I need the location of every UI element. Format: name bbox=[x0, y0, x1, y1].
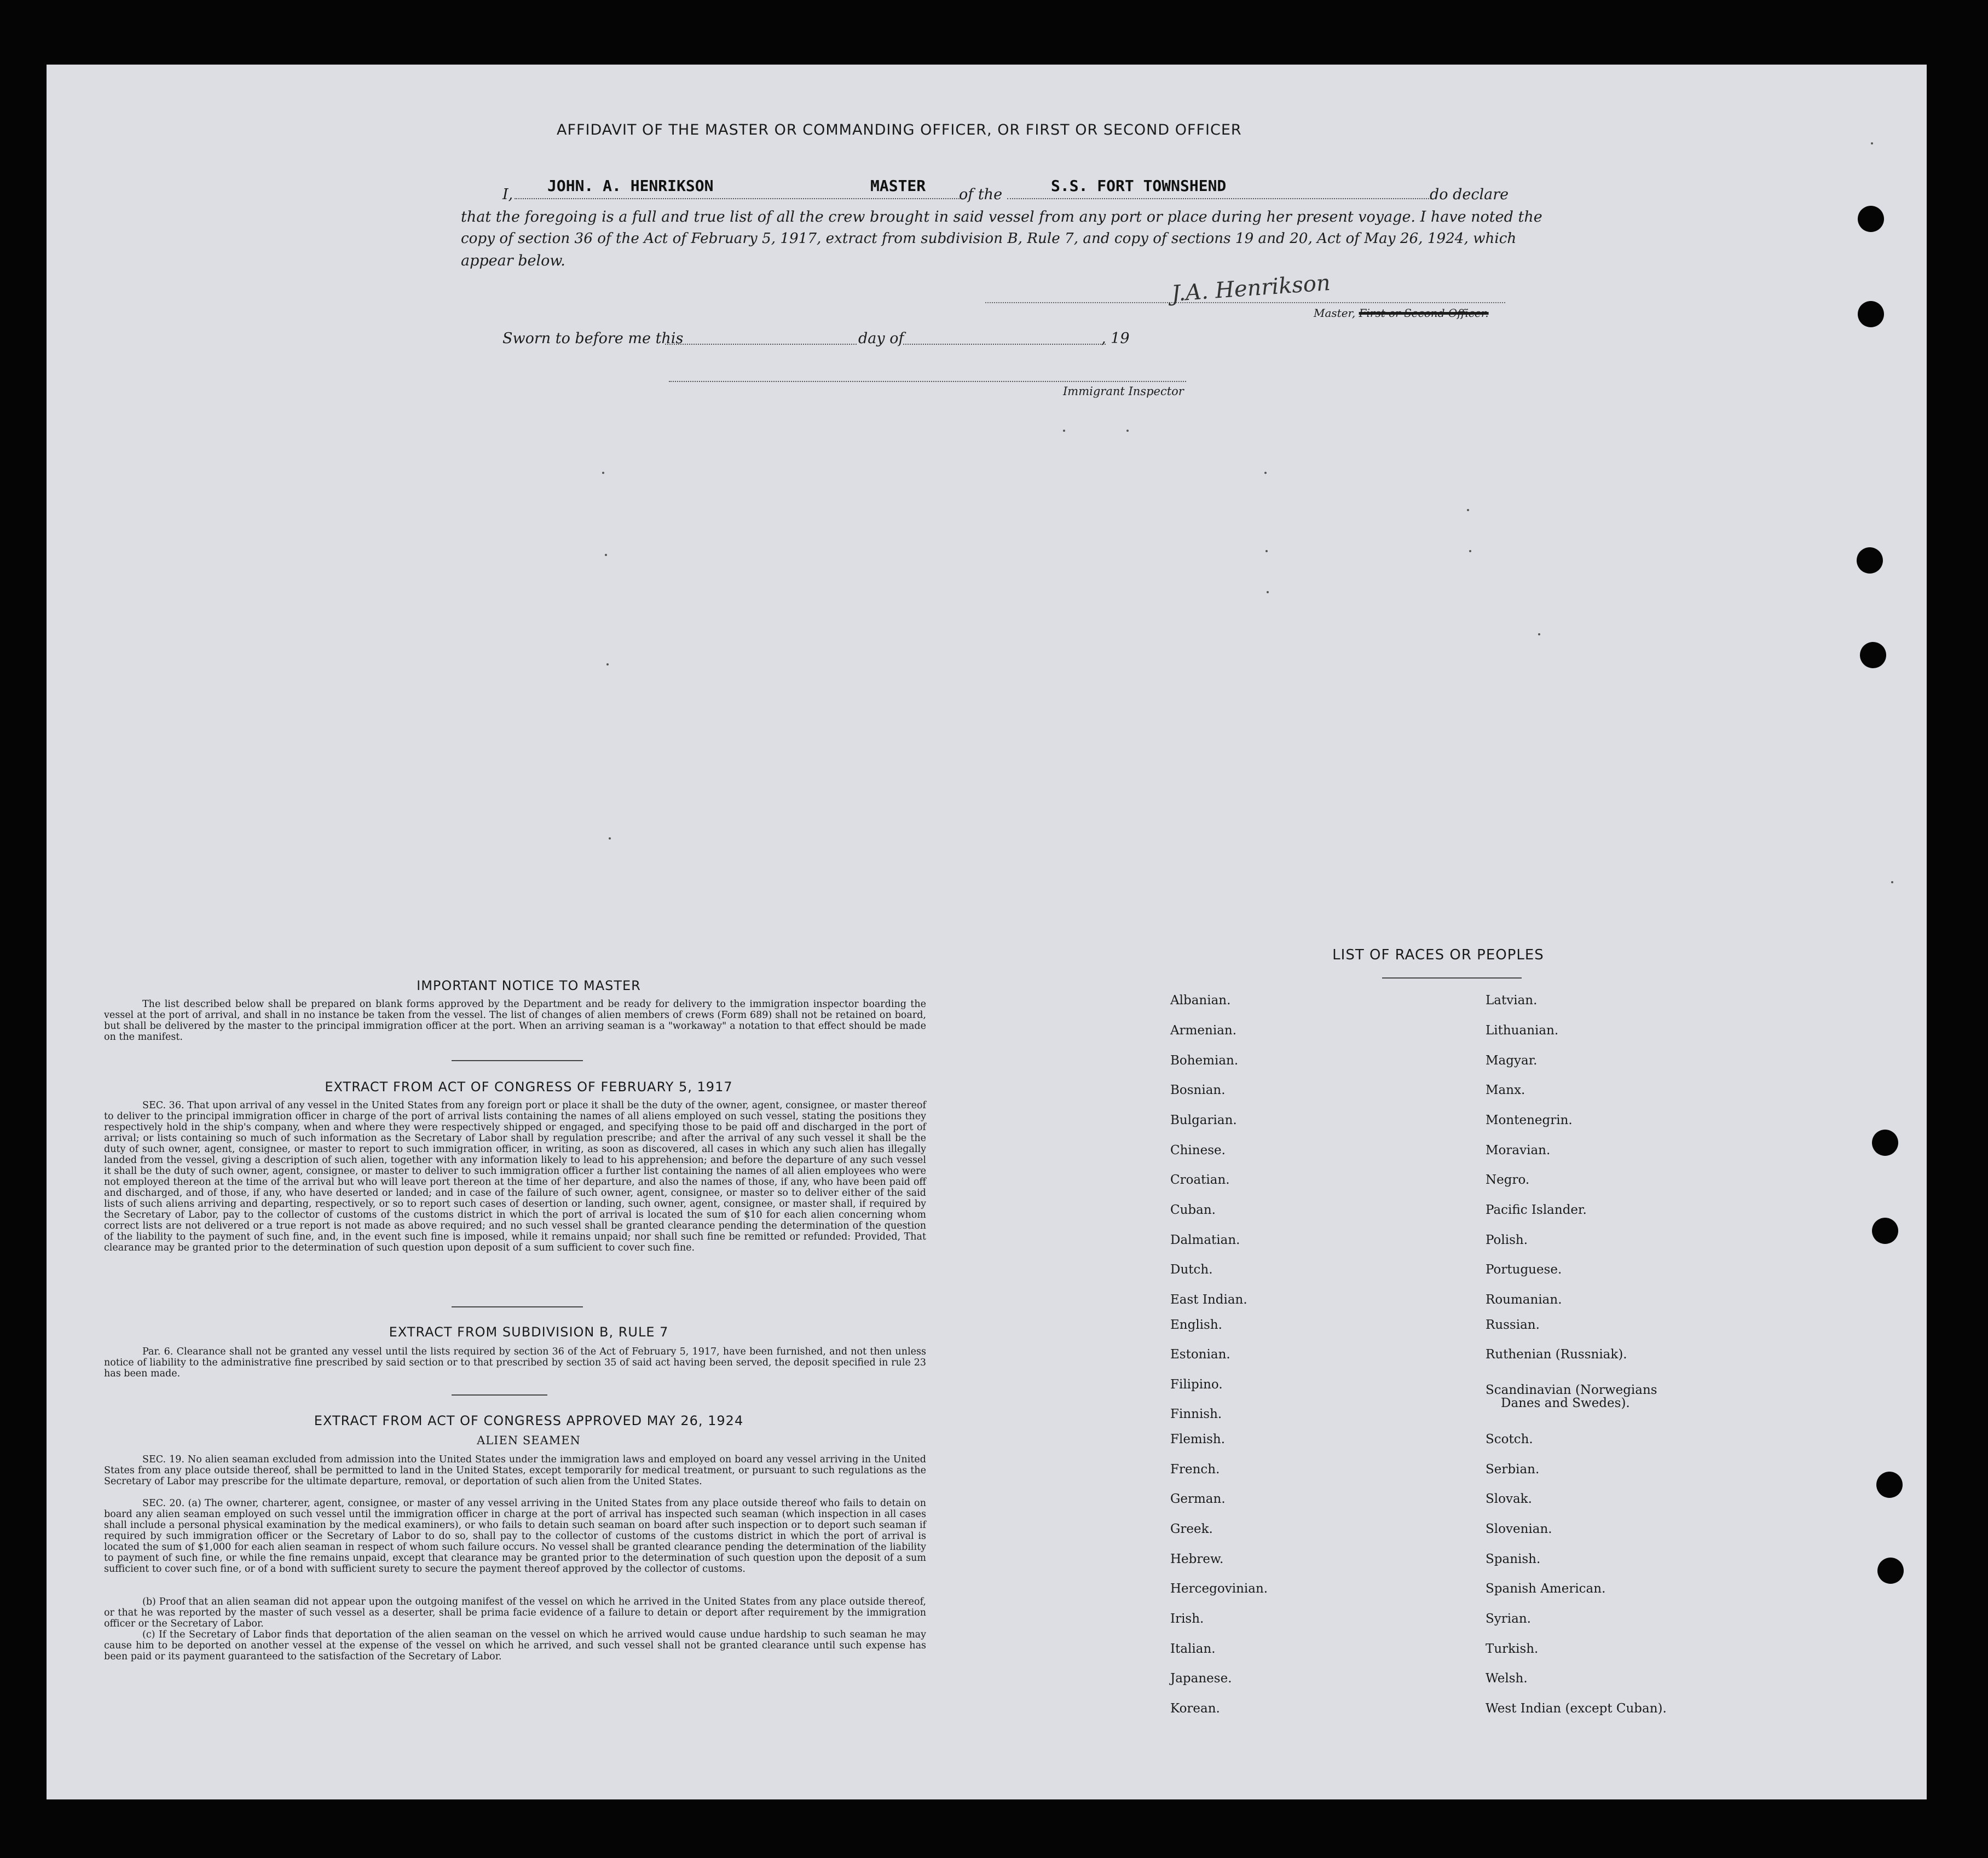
races-heading: LIST OF RACES OR PEOPLES bbox=[1332, 947, 1544, 963]
race-item: Manx. bbox=[1486, 1083, 1525, 1097]
signer-label bbox=[1314, 306, 1489, 320]
sec20a-text: SEC. 20. (a) The owner, charterer, agent, consignee, or master of any vessel arriving in the United States from any place outside thereof who fails to detain on board any alien seaman employed on such vessel until the immigration officer in charge at the port of arrival has inspected such seaman (which inspection in all cases shall include a personal physical examination by the medical examiners), or who fails to detain such seaman on board after such inspection or to deport such seaman if required by such immigration officer or the Secretary of Labor to do so, shall pay to the collector of customs of the customs district in which the port of arrival is located the sum of $1,000 for each alien seaman in respect of whom such failure occurs. No vessel shall be granted clearance pending the determination of the liability to payment of such fine, or while the fine remains unpaid, except that clearance may be granted prior to the determination of such question upon the deposit of a sum sufficient to cover such fine, or of a bond with sufficient surety to secure the payment thereof approved by the collector of customs. bbox=[104, 1498, 926, 1575]
sec20b-text: (b) Proof that an alien seaman did not appear upon the outgoing manifest of the vessel on which he arrived in the United States from any place outside thereof, or that he was reported by the master of such vessel as a deserter, shall be prima facie evidence of a failure to detain or deport after requirement by the immigration officer or the Secretary of Labor. bbox=[104, 1596, 926, 1629]
race-item: Hercegovinian. bbox=[1170, 1582, 1268, 1596]
races-heading-rule bbox=[1382, 977, 1522, 979]
race-item: Japanese. bbox=[1170, 1671, 1232, 1686]
race-item: Chinese. bbox=[1170, 1143, 1226, 1157]
race-item: Magyar. bbox=[1486, 1054, 1538, 1068]
day-of-label: day of bbox=[858, 330, 904, 347]
rule7-heading: EXTRACT FROM SUBDIVISION B, RULE 7 bbox=[389, 1324, 669, 1340]
scan-speck bbox=[1063, 430, 1065, 432]
race-item: Moravian. bbox=[1486, 1143, 1551, 1157]
sworn-month-line bbox=[903, 344, 1106, 345]
scan-speck bbox=[1467, 509, 1469, 511]
race-item: Negro. bbox=[1486, 1173, 1530, 1187]
extract-1924-heading: EXTRACT FROM ACT OF CONGRESS APPROVED MAY 26, 1924 bbox=[314, 1413, 744, 1428]
binder-hole bbox=[1876, 1472, 1903, 1498]
inspector-line bbox=[669, 381, 1186, 382]
master-rank: MASTER bbox=[870, 177, 926, 195]
scan-speck bbox=[1267, 591, 1269, 593]
rule7-text: Par. 6. Clearance shall not be granted any vessel until the lists required by section 36 of the Act of February 5, 1917, have been furnished, and not then unless notice of liability to the administrative fine prescribed by said section or to that prescribed by section 35 of said act having been served, the deposit specified in rule 23 has been made. bbox=[104, 1346, 926, 1379]
scan-speck bbox=[1126, 430, 1129, 432]
scan-speck bbox=[1871, 142, 1873, 144]
declaration-line-2: that the foregoing is a full and true list of all the crew brought in said vessel from any port or place during her present voyage. I have noted the bbox=[461, 209, 1542, 225]
race-item: Portuguese. bbox=[1486, 1263, 1562, 1277]
binder-hole bbox=[1872, 1130, 1898, 1156]
race-item: Bohemian. bbox=[1170, 1054, 1239, 1068]
race-item: Polish. bbox=[1486, 1233, 1528, 1247]
divider bbox=[452, 1060, 583, 1061]
binder-hole bbox=[1857, 547, 1883, 574]
extract-1917-heading: EXTRACT FROM ACT OF CONGRESS OF FEBRUARY 5, 1917 bbox=[325, 1079, 733, 1095]
year-label: , 19 bbox=[1101, 330, 1130, 347]
race-item: Dalmatian. bbox=[1170, 1233, 1240, 1247]
binder-hole bbox=[1858, 301, 1884, 327]
race-item: Syrian. bbox=[1486, 1612, 1531, 1626]
race-item: Cuban. bbox=[1170, 1203, 1216, 1217]
of-the-label: of the bbox=[959, 186, 1003, 203]
race-item: Bulgarian. bbox=[1170, 1113, 1237, 1127]
inspector-label: Immigrant Inspector bbox=[1063, 385, 1184, 398]
scan-speck bbox=[1538, 633, 1540, 635]
race-item: English. bbox=[1170, 1318, 1222, 1332]
master-name: JOHN. A. HENRIKSON bbox=[547, 177, 714, 195]
race-item: Flemish. bbox=[1170, 1432, 1226, 1446]
race-item: Lithuanian. bbox=[1486, 1023, 1559, 1038]
race-item: Spanish. bbox=[1486, 1552, 1541, 1566]
alien-seamen-heading: ALIEN SEAMEN bbox=[477, 1434, 581, 1447]
notice-text: The list described below shall be prepared on blank forms approved by the Department and be ready for delivery to the immigration inspector boarding the vessel at the port of arrival, and shall in no instance be taken from the vessel. The list of changes of alien members of crews (Form 689) shall not be retained on board, but shall be delivered by the master to the principal immigration officer at the port. When an arriving seaman is a "workaway" a notation to that effect should be made on the manifest. bbox=[104, 999, 926, 1043]
sworn-day-line bbox=[665, 344, 857, 345]
race-item: Estonian. bbox=[1170, 1347, 1230, 1362]
race-item: Russian. bbox=[1486, 1318, 1540, 1332]
race-item: Bosnian. bbox=[1170, 1083, 1226, 1097]
binder-hole bbox=[1860, 642, 1886, 668]
divider bbox=[452, 1394, 547, 1396]
sec19-text: SEC. 19. No alien seaman excluded from admission into the United States under the immigration laws and employed on board any vessel arriving in the United States from any place outside thereof, shall be permitted to land in the United States, except temporarily for medical treatment, or pursuant to such regulations as the Secretary of Labor may prescribe for the ultimate departure, removal, or deportation of such alien from the United States. bbox=[104, 1454, 926, 1487]
scan-speck bbox=[1891, 881, 1893, 883]
race-item: Slovak. bbox=[1486, 1492, 1532, 1506]
sec20c-text: (c) If the Secretary of Labor finds that deportation of the alien seaman on the vessel on which he arrived would cause undue hardship to such seaman he may cause him to be deported on another vessel at the expense of the vessel on which he arrived, and such vessel shall not be granted clearance until such expense has been paid or its payment guaranteed to the satisfaction of the Secretary of Labor. bbox=[104, 1629, 926, 1662]
signature-line bbox=[985, 302, 1505, 303]
declaration-line-3: copy of section 36 of the Act of February 5, 1917, extract from subdivision B, Rule 7, and copy of sections 19 and 20, Act of May 26, 1924, which bbox=[461, 230, 1517, 247]
scan-speck bbox=[609, 837, 611, 840]
scan-speck bbox=[605, 554, 607, 556]
extract-1917-text: SEC. 36. That upon arrival of any vessel in the United States from any foreign port or place it shall be the duty of the owner, agent, consignee, or master thereof to deliver to the principal immigration officer in charge of the port of arrival lists containing the names of all aliens employed on such vessel, stating the positions they respectively hold in the ship's company, when and where they were respectively shipped or engaged, and specifying those to be paid off and discharged in the port of arrival; or lists containing so much of such information as the Secretary of Labor shall by regulation prescribe; and after the arrival of any such vessel it shall be the duty of such owner, agent, consignee, or master to report to such immigration officer, in writing, as soon as discovered, all cases in which any such alien has illegally landed from the vessel, giving a description of such alien, together with any information likely to lead to his apprehension; and before the departure of any such vessel it shall be the duty of such owner, agent, consignee, or master to deliver to such immigration officer a further list containing the names of all alien employees who were not employed thereon at the time of the arrival but who will leave port thereon at the time of her departure, and also the names of those, if any, who have been paid off and discharged, and of those, if any, who have deserted or landed; and in case of the failure of such owner, agent, consignee, or master so to deliver either of the said lists of such aliens arriving and departing, respectively, or so to report such cases of desertion or landing, such owner, agent, consignee, or master shall, if required by the Secretary of Labor, pay to the collector of customs of the customs district in which the port of arrival is located the sum of $10 for each alien concerning whom correct lists are not delivered or a true report is not made as above required; and no such vessel shall be granted clearance pending the determination of the question of the liability to the payment of such fine, and, in the event such fine is imposed, while it remains unpaid; nor shall such fine be remitted or refunded: Provided, That clearance may be granted prior to the determination of such question upon deposit of a sum sufficient to cover such fine. bbox=[104, 1100, 926, 1253]
scan-speck bbox=[1469, 550, 1471, 552]
binder-hole bbox=[1858, 206, 1884, 232]
divider bbox=[452, 1306, 583, 1307]
race-item: Filipino. bbox=[1170, 1377, 1223, 1392]
race-item: Ruthenian (Russniak). bbox=[1486, 1347, 1627, 1362]
race-item: Roumanian. bbox=[1486, 1293, 1562, 1307]
vessel-name: S.S. FORT TOWNSHEND bbox=[1051, 177, 1227, 195]
sworn-label: Sworn to before me this bbox=[502, 330, 684, 347]
race-item: Serbian. bbox=[1486, 1462, 1540, 1477]
race-item: Scandinavian (Norwegians bbox=[1486, 1383, 1657, 1397]
race-item: Spanish American. bbox=[1486, 1582, 1606, 1596]
race-item: Montenegrin. bbox=[1486, 1113, 1573, 1127]
race-item: East Indian. bbox=[1170, 1293, 1247, 1307]
race-item: Hebrew. bbox=[1170, 1552, 1224, 1566]
race-item: Scotch. bbox=[1486, 1432, 1533, 1446]
vessel-line bbox=[1007, 198, 1431, 199]
signer-struck-title: First or Second Officer. bbox=[1359, 306, 1489, 320]
race-item: French. bbox=[1170, 1462, 1220, 1477]
affidavit-title: AFFIDAVIT OF THE MASTER OR COMMANDING OFFICER, OR FIRST OR SECOND OFFICER bbox=[557, 121, 1242, 138]
binder-hole bbox=[1872, 1218, 1898, 1244]
race-item: Turkish. bbox=[1486, 1642, 1539, 1656]
scan-speck bbox=[1265, 550, 1268, 552]
scan-speck bbox=[1264, 472, 1267, 474]
binder-hole bbox=[1877, 1558, 1904, 1584]
race-item: Italian. bbox=[1170, 1642, 1216, 1656]
race-item: Welsh. bbox=[1486, 1671, 1528, 1686]
master-signature: J.A. Henrikson bbox=[1170, 270, 1332, 307]
name-line bbox=[515, 198, 963, 199]
race-item: Greek. bbox=[1170, 1522, 1213, 1536]
race-item: Irish. bbox=[1170, 1612, 1204, 1626]
race-item: German. bbox=[1170, 1492, 1226, 1506]
race-item: Albanian. bbox=[1170, 993, 1231, 1008]
scan-speck bbox=[606, 663, 609, 665]
scan-speck bbox=[602, 472, 604, 474]
race-item: Croatian. bbox=[1170, 1173, 1230, 1187]
race-item: Dutch. bbox=[1170, 1263, 1213, 1277]
race-item: Latvian. bbox=[1486, 993, 1538, 1008]
race-item: Pacific Islander. bbox=[1486, 1203, 1587, 1217]
race-item: Finnish. bbox=[1170, 1407, 1222, 1421]
race-item: Korean. bbox=[1170, 1701, 1220, 1716]
notice-heading: IMPORTANT NOTICE TO MASTER bbox=[417, 978, 641, 993]
declare-label: do declare bbox=[1430, 186, 1509, 203]
race-item: Danes and Swedes). bbox=[1501, 1396, 1630, 1410]
race-item: Slovenian. bbox=[1486, 1522, 1552, 1536]
race-item: West Indian (except Cuban). bbox=[1486, 1701, 1667, 1716]
race-item: Armenian. bbox=[1170, 1023, 1237, 1038]
declaration-line-4: appear below. bbox=[461, 252, 565, 269]
signer-master: Master, bbox=[1314, 306, 1356, 320]
i-label: I, bbox=[502, 186, 513, 203]
